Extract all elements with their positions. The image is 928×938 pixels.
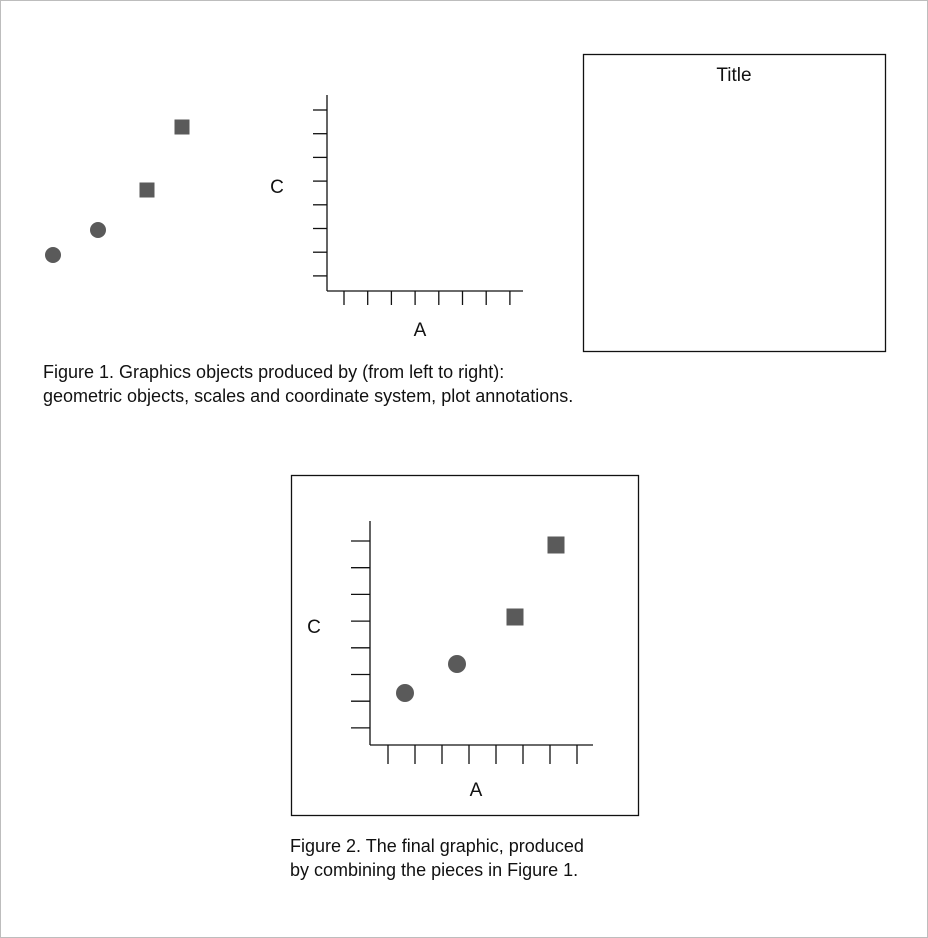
fig1-x-ticks	[344, 291, 510, 305]
fig2-frame	[292, 476, 639, 816]
fig1-y-axis-label: C	[270, 177, 284, 198]
fig2-caption-line-1: Figure 2. The final graphic, produced	[290, 836, 584, 856]
fig1-caption-line-2: geometric objects, scales and coordinate system, plot annotations.	[43, 386, 574, 406]
circle-marker-icon	[396, 684, 414, 702]
fig2-x-ticks	[388, 745, 577, 764]
fig2-y-axis-label: C	[307, 617, 321, 638]
fig1-annotation-frame	[584, 55, 886, 352]
fig2-caption	[290, 834, 584, 882]
diagram-canvas	[1, 1, 927, 937]
circle-marker-icon	[45, 247, 61, 263]
fig2-geoms	[396, 537, 565, 703]
fig2-x-axis-label: A	[469, 780, 483, 801]
fig2-axes	[351, 521, 593, 764]
fig1-x-axis-label: A	[413, 320, 427, 341]
fig2-y-ticks	[351, 541, 370, 728]
fig1-axes	[313, 95, 523, 305]
fig1-geoms	[45, 120, 190, 264]
fig1-caption-line-1: Figure 1. Graphics objects produced by (from left to right):	[43, 362, 505, 382]
fig1-caption	[43, 360, 573, 408]
fig1-y-ticks	[313, 110, 327, 276]
square-marker-icon	[140, 183, 155, 198]
square-marker-icon	[175, 120, 190, 135]
fig1-annotation-title: Title	[716, 65, 752, 86]
circle-marker-icon	[448, 655, 466, 673]
fig2-caption-line-2: by combining the pieces in Figure 1.	[290, 860, 579, 880]
square-marker-icon	[548, 537, 565, 554]
circle-marker-icon	[90, 222, 106, 238]
square-marker-icon	[507, 609, 524, 626]
